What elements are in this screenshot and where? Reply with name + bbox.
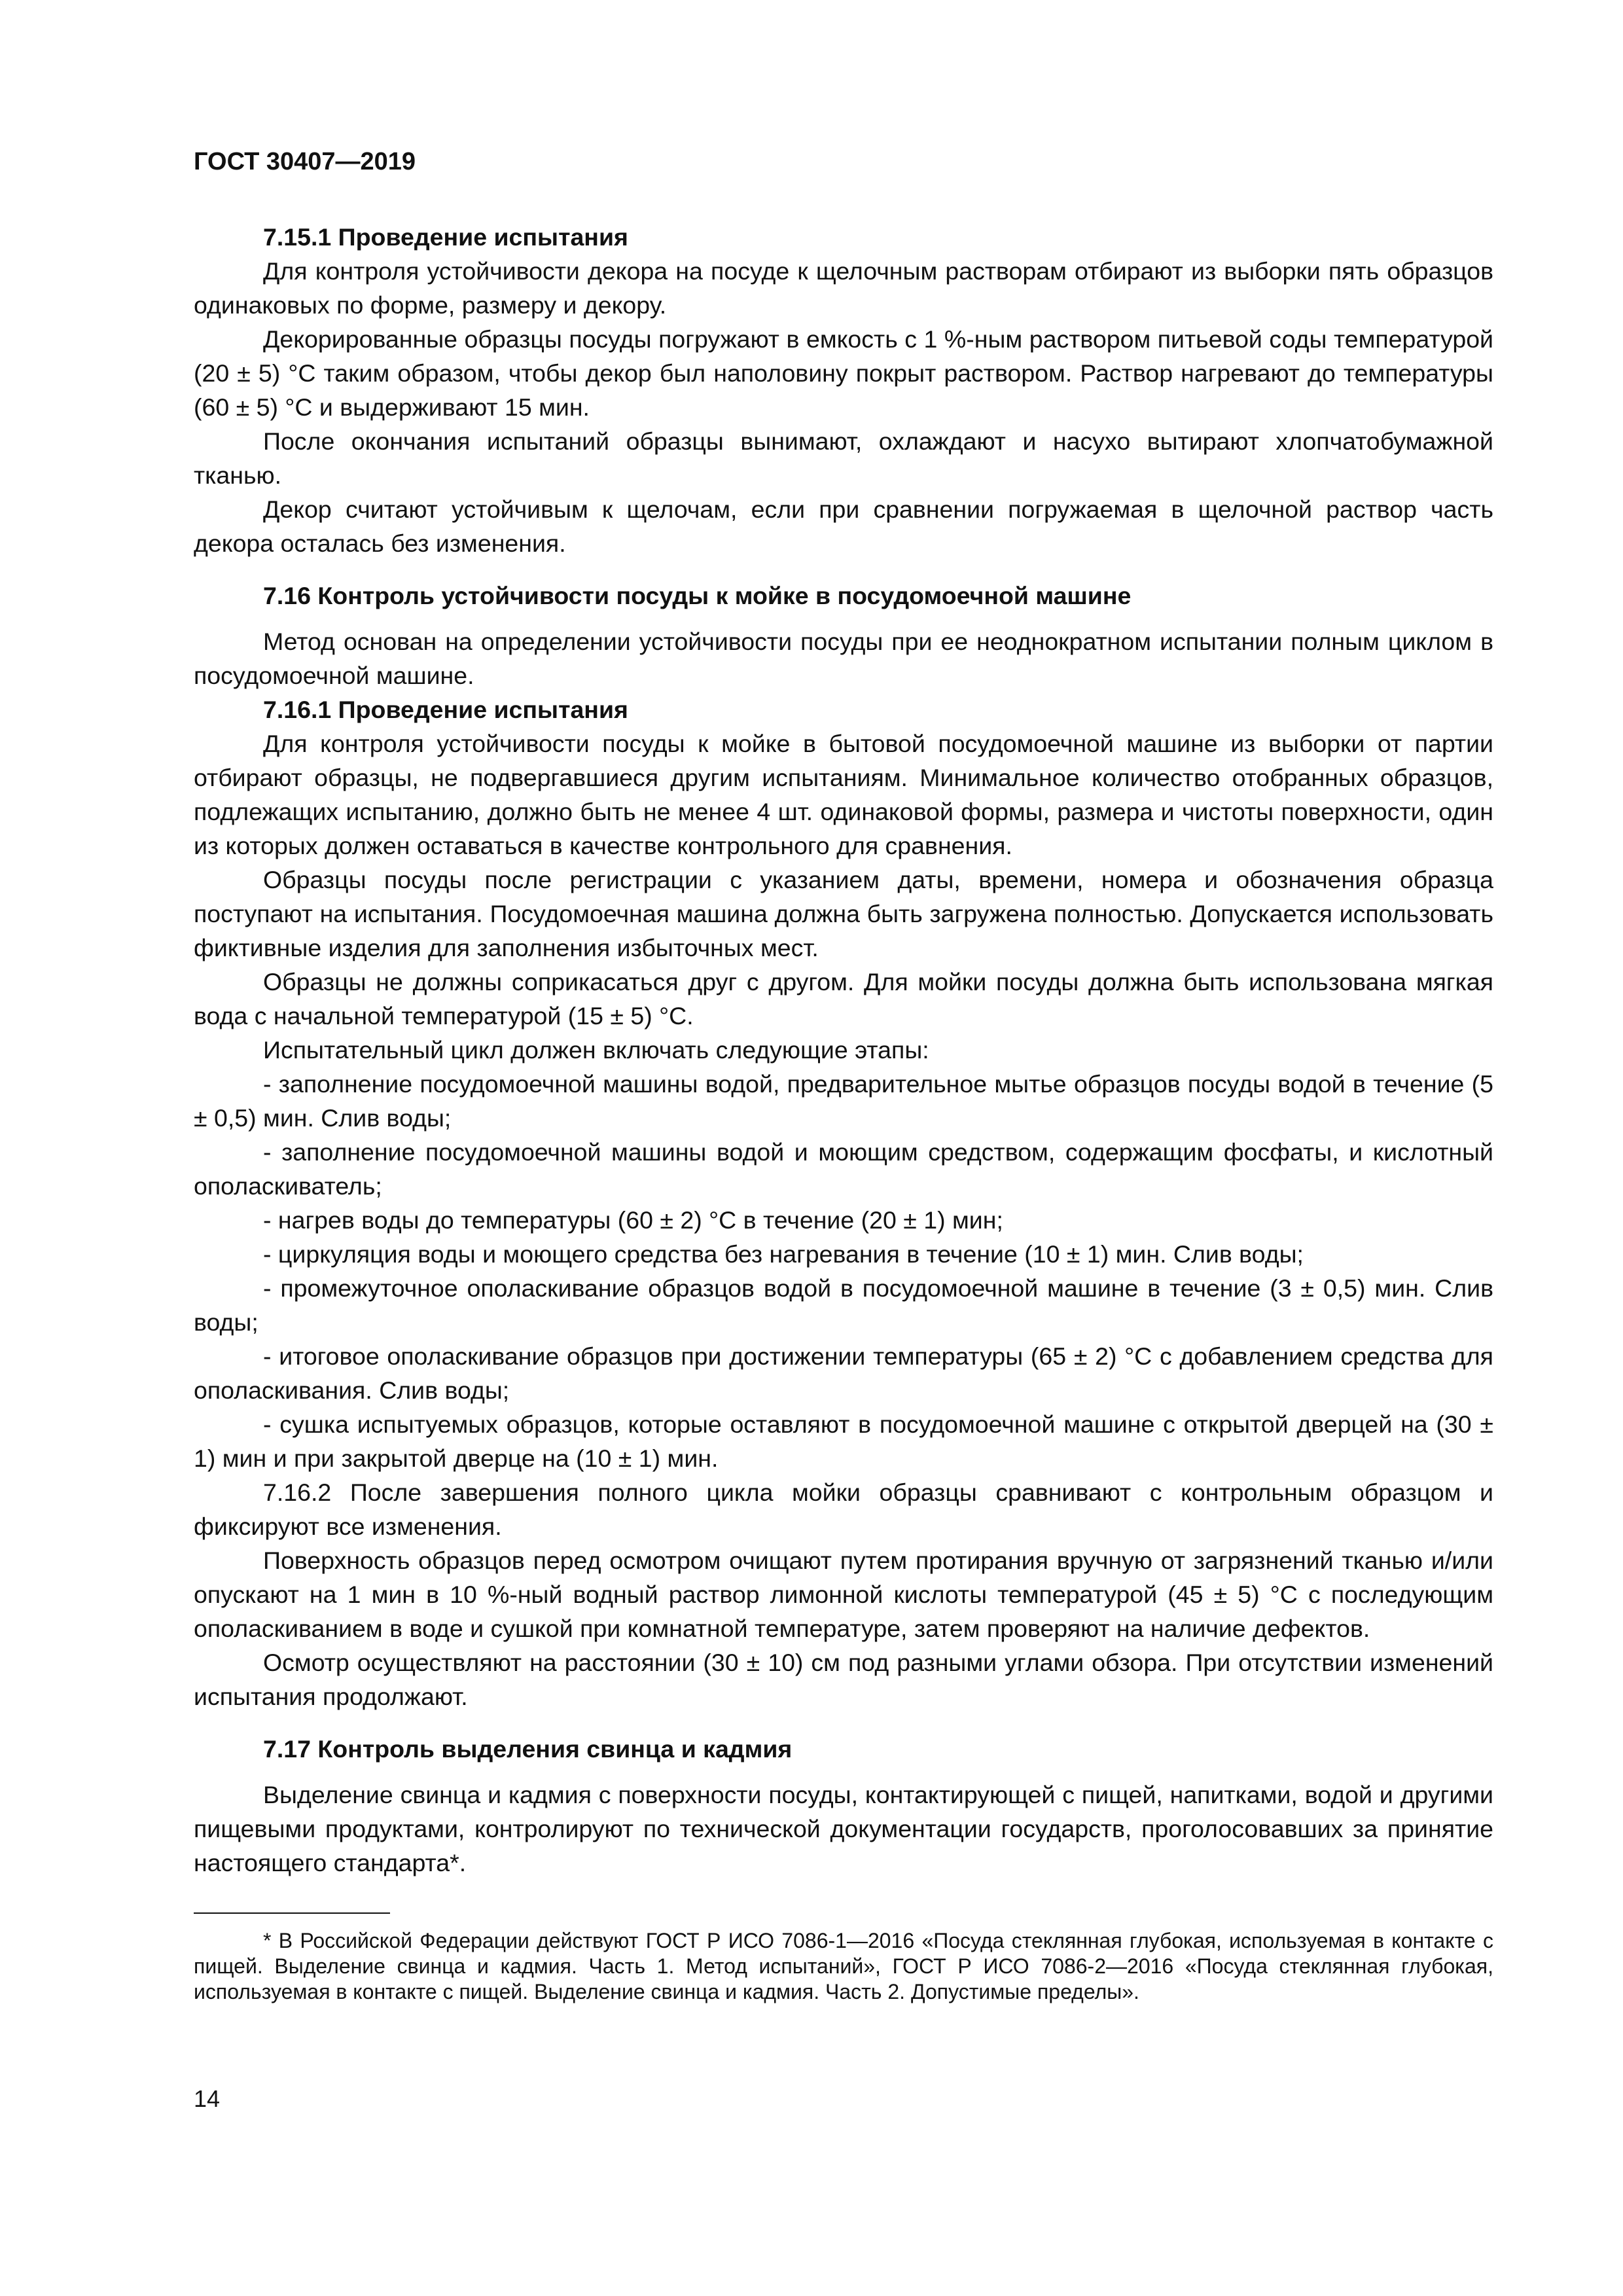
paragraph: Декорированные образцы посуды погружают в емкость с 1 %-ным раствором питьевой соды температурой (20 ± 5) °С таким образом, чтобы декор был наполовину покрыт раствором. Раствор нагревают до температуры (60 ± 5) °С и выдерживают 15 мин. xyxy=(194,325,1493,421)
paragraph: Образцы посуды после регистрации с указанием даты, времени, номера и обозначения образца поступают на испытания. Посудомоечная машина должна быть загружена полностью. Допускается использовать фиктивные изделия для заполнения избыточных мест. xyxy=(194,866,1493,961)
footnote-divider xyxy=(194,1912,390,1914)
paragraph: После окончания испытаний образцы вынимают, охлаждают и насухо вытирают хлопчатобумажной тканью. xyxy=(194,427,1493,489)
list-item: - сушка испытуемых образцов, которые оставляют в посудомоечной машине с открытой дверцей на (30 ± 1) мин и при закрытой дверце на (10 ± 1) мин. xyxy=(194,1410,1493,1472)
paragraph: 7.16.2 После завершения полного цикла мойки образцы сравнивают с контрольным образцом и фиксируют все изменения. xyxy=(194,1479,1493,1540)
section-7-16-1-heading: 7.16.1 Проведение испытания xyxy=(263,696,628,723)
list-item: - нагрев воды до температуры (60 ± 2) °С в течение (20 ± 1) мин; xyxy=(263,1206,1003,1234)
paragraph: Для контроля устойчивости декора на посуде к щелочным растворам отбирают из выборки пять образцов одинаковых по форме, размеру и декору. xyxy=(194,257,1493,319)
list-item: - итоговое ополаскивание образцов при достижении температуры (65 ± 2) °С с добавлением средства для ополаскивания. Слив воды; xyxy=(194,1342,1493,1404)
footnote: * В Российской Федерации действуют ГОСТ Р ИСО 7086-1—2016 «Посуда стеклянная глубокая, используемая в контакте с пищей. Выделение свинца и кадмия. Часть 1. Метод испытаний», ГОСТ Р ИСО 7086-2—2016 «Посуда стеклянная глубокая, используемая в контакте с пищей. Выделение свинца и кадмия. Часть 2. Допустимые пределы». xyxy=(194,1929,1493,2003)
paragraph: Метод основан на определении устойчивости посуды при ее неоднократном испытании полным циклом в посудомоечной машине. xyxy=(194,628,1493,689)
list-item: - циркуляция воды и моющего средства без нагревания в течение (10 ± 1) мин. Слив воды; xyxy=(263,1240,1304,1268)
paragraph: Поверхность образцов перед осмотром очищают путем протирания вручную от загрязнений тканью и/или опускают на 1 мин в 10 %-ный водный раствор лимонной кислоты температурой (45 ± 5) °С с последующим ополаскиванием в воде и сушкой при комнатной температуре, затем проверяют на наличие дефектов. xyxy=(194,1547,1493,1642)
document-code-header: ГОСТ 30407—2019 xyxy=(194,148,416,175)
paragraph: Декор считают устойчивым к щелочам, если при сравнении погружаемая в щелочной раствор часть декора осталась без изменения. xyxy=(194,495,1493,557)
paragraph: Выделение свинца и кадмия с поверхности посуды, контактирующей с пищей, напитками, водой и другими пищевыми продуктами, контролируют по технической документации государств, проголосовавших за принятие настоящего стандарта*. xyxy=(194,1781,1493,1876)
paragraph: Осмотр осуществляют на расстоянии (30 ± 10) см под разными углами обзора. При отсутствии изменений испытания продолжают. xyxy=(194,1649,1493,1710)
paragraph: Испытательный цикл должен включать следующие этапы: xyxy=(263,1036,929,1064)
list-item: - заполнение посудомоечной машины водой, предварительное мытье образцов посуды водой в течение (5 ± 0,5) мин. Слив воды; xyxy=(194,1070,1493,1132)
list-item: - промежуточное ополаскивание образцов водой в посудомоечной машине в течение (3 ± 0,5) мин. Слив воды; xyxy=(194,1274,1493,1336)
section-7-16-heading: 7.16 Контроль устойчивости посуды к мойке в посудомоечной машине xyxy=(263,582,1132,609)
section-7-17-heading: 7.17 Контроль выделения свинца и кадмия xyxy=(263,1735,793,1763)
section-7-15-1-heading: 7.15.1 Проведение испытания xyxy=(263,223,628,251)
page-content xyxy=(194,220,1493,1880)
list-item: - заполнение посудомоечной машины водой и моющим средством, содержащим фосфаты, и кислотный ополаскиватель; xyxy=(194,1138,1493,1200)
page-number: 14 xyxy=(194,2085,221,2112)
paragraph: Образцы не должны соприкасаться друг с другом. Для мойки посуды должна быть использована мягкая вода с начальной температурой (15 ± 5) °С. xyxy=(194,968,1493,1030)
paragraph: Для контроля устойчивости посуды к мойке в бытовой посудомоечной машине из выборки от партии отбирают образцы, не подвергавшиеся другим испытаниям. Минимальное количество отобранных образцов, подлежащих испытанию, должно быть не менее 4 шт. одинаковой формы, размера и чистоты поверхности, один из которых должен оставаться в качестве контрольного для сравнения. xyxy=(194,730,1493,859)
